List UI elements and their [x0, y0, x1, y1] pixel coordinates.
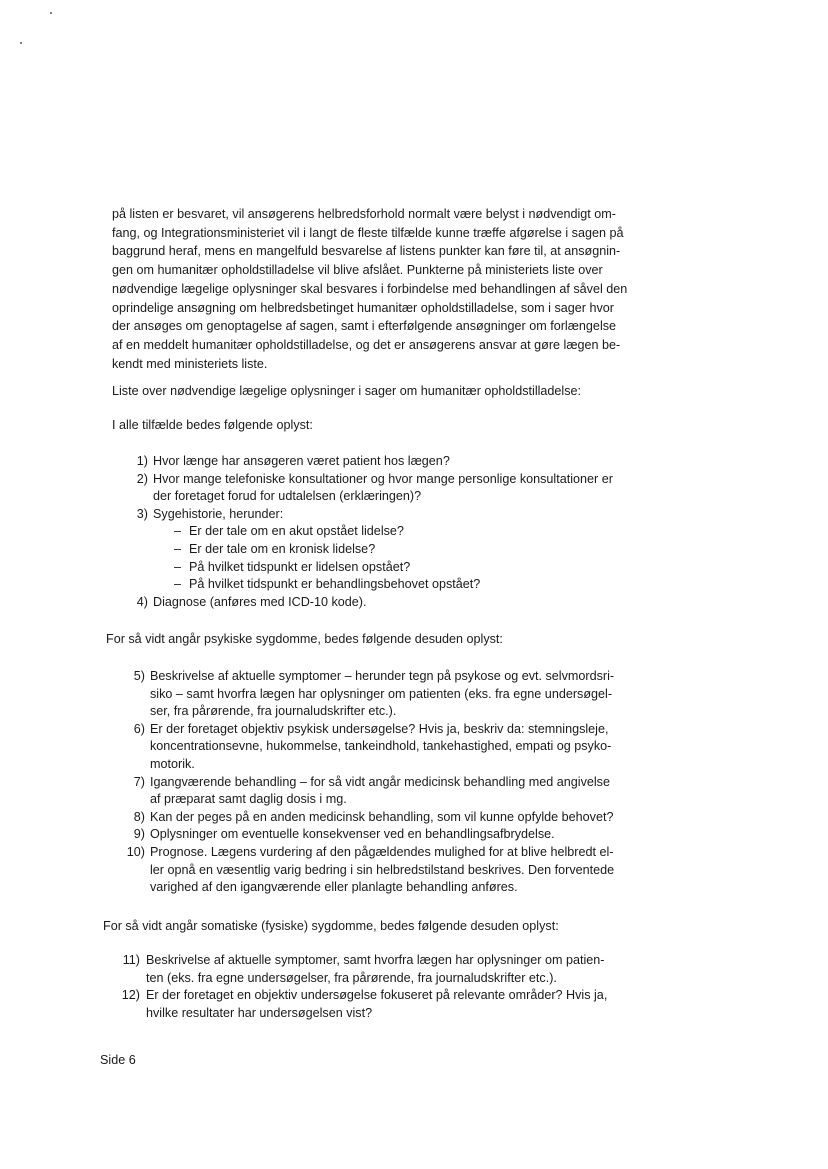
item-text: Er der foretaget en objektiv undersøgelse fokuseret på relevante områder? Hvis ja, — [146, 988, 608, 1003]
item-text: Er der foretaget objektiv psykisk undersøgelse? Hvis ja, beskriv da: stemningsleje, — [150, 721, 609, 736]
list-item — [111, 668, 614, 721]
intro-line: der ansøges om genoptagelse af sagen, samt i efterfølgende ansøgninger om forlængelse — [112, 319, 617, 334]
list-item — [106, 987, 607, 1022]
psych-items-list — [111, 668, 614, 897]
item-text: Hvor længe har ansøgeren været patient hos lægen? — [153, 454, 450, 468]
list-item — [111, 809, 614, 827]
list-item — [106, 952, 607, 987]
intro-paragraph — [112, 205, 632, 373]
item-text: Igangværende behandling – for så vidt angår medicinsk behandling med angivelse — [150, 774, 610, 789]
intro-line: gen om humanitær opholdstilladelse vil blive afslået. Punkterne på ministeriets liste over — [112, 263, 603, 278]
sub-list-item: – På hvilket tidspunkt er lidelsen opstået? — [174, 559, 613, 577]
item-number: 10) — [126, 844, 145, 859]
item-number: 9) — [133, 827, 145, 842]
item-text: koncentrationsevne, hukommelse, tankeindhold, tankehastighed, empati og psyko- — [150, 739, 612, 754]
item-text: Oplysninger om eventuelle konsekvenser ved en behandlingsafbrydelse. — [150, 827, 555, 842]
item-text: der foretaget forud for udtalelsen (erklæringen)? — [153, 489, 422, 504]
intro-line: baggrund heraf, mens en mangelfuld besvarelse af listens punkter kan føre til, at ansøgnin- — [112, 244, 621, 259]
list-item — [111, 721, 614, 774]
sub-list-item: – Er der tale om en kronisk lidelse? — [174, 541, 613, 559]
intro-line: kendt med ministeriets liste. — [112, 356, 268, 371]
intro-line: på listen er besvaret, vil ansøgerens helbredsforhold normalt være belyst i nødvendigt om- — [112, 207, 616, 221]
item-number: 1) — [136, 454, 148, 468]
item-text: Prognose. Lægens vurdering af den pågældendes mulighed for at blive helbredt el- — [150, 844, 614, 859]
list-item — [114, 506, 613, 594]
list-item — [111, 774, 614, 809]
item-text: Hvor mange telefoniske konsultationer og hvor mange personlige konsultationer er — [153, 471, 613, 486]
item-text: af præparat samt daglig dosis i mg. — [150, 792, 347, 807]
general-items-list — [114, 453, 613, 611]
item-number: 7) — [133, 774, 145, 789]
all-cases-heading: I alle tilfælde bedes følgende oplyst: — [112, 418, 313, 432]
list-item — [114, 453, 613, 471]
item-text: ser, fra pårørende, fra journaludskrifter etc.). — [150, 704, 397, 719]
somatic-heading: For så vidt angår somatiske (fysiske) sygdomme, bedes følgende desuden oplyst: — [103, 919, 559, 933]
scan-speck — [20, 42, 22, 44]
intro-line: oprindelige ansøgning om helbredsbetinget humanitær opholdstilladelse, som i sager hvor — [112, 300, 614, 315]
list-item — [114, 594, 613, 612]
list-item — [114, 471, 613, 506]
item-text: Kan der peges på en anden medicinsk behandling, som vil kunne opfylde behovet? — [150, 809, 614, 824]
item-number: 5) — [133, 669, 145, 683]
item-text: Beskrivelse af aktuelle symptomer – herunder tegn på psykose og evt. selvmordsri- — [150, 669, 615, 683]
sub-list-item: – På hvilket tidspunkt er behandlingsbehovet opstået? — [174, 576, 613, 594]
item-text: varighed af den igangværende eller planlagte behandling anføres. — [150, 880, 518, 895]
list-item — [111, 826, 614, 844]
item-number: 6) — [133, 721, 145, 736]
scan-speck — [50, 12, 52, 14]
somatic-items-list — [106, 952, 607, 1022]
sub-list — [114, 523, 613, 593]
item-number: 4) — [136, 594, 148, 609]
item-number: 3) — [136, 506, 148, 521]
page-number: Side 6 — [100, 1053, 136, 1067]
sub-list-item: – Er der tale om en akut opstået lidelse? — [174, 523, 613, 541]
item-number: 11) — [122, 953, 140, 967]
item-text: Beskrivelse af aktuelle symptomer, samt hvorfra lægen har oplysninger om patien- — [146, 953, 605, 967]
item-number: 2) — [136, 471, 148, 486]
item-text: motorik. — [150, 756, 195, 771]
item-text: ten (eks. fra egne undersøgelser, fra pårørende, fra journaludskrifter etc.). — [146, 970, 557, 985]
item-text: Sygehistorie, herunder: — [153, 506, 284, 521]
intro-line: af en meddelt humanitær opholdstilladelse, og det er ansøgerens ansvar at gøre lægen be- — [112, 337, 621, 352]
item-number: 8) — [133, 809, 145, 824]
list-item — [111, 844, 614, 897]
intro-line: fang, og Integrationsministeriet vil i langt de fleste tilfælde kunne træffe afgørelse i sagen på — [112, 225, 624, 240]
item-number: 12) — [121, 988, 140, 1003]
item-text: siko – samt hvorfra lægen har oplysninger om patienten (eks. fra egne undersøgel- — [150, 686, 613, 701]
item-text: hvilke resultater har undersøgelsen vist? — [146, 1005, 373, 1020]
list-title: Liste over nødvendige lægelige oplysninger i sager om humanitær opholdstilladelse: — [112, 384, 582, 398]
intro-line: nødvendige lægelige oplysninger skal besvares i forbindelse med behandlingen af såvel den — [112, 281, 628, 296]
item-text: Diagnose (anføres med ICD-10 kode). — [153, 594, 367, 609]
psych-heading: For så vidt angår psykiske sygdomme, bedes følgende desuden oplyst: — [106, 632, 503, 646]
item-text: ler opnå en væsentlig varig bedring i sin helbredstilstand beskrives. Den forventede — [150, 862, 615, 877]
